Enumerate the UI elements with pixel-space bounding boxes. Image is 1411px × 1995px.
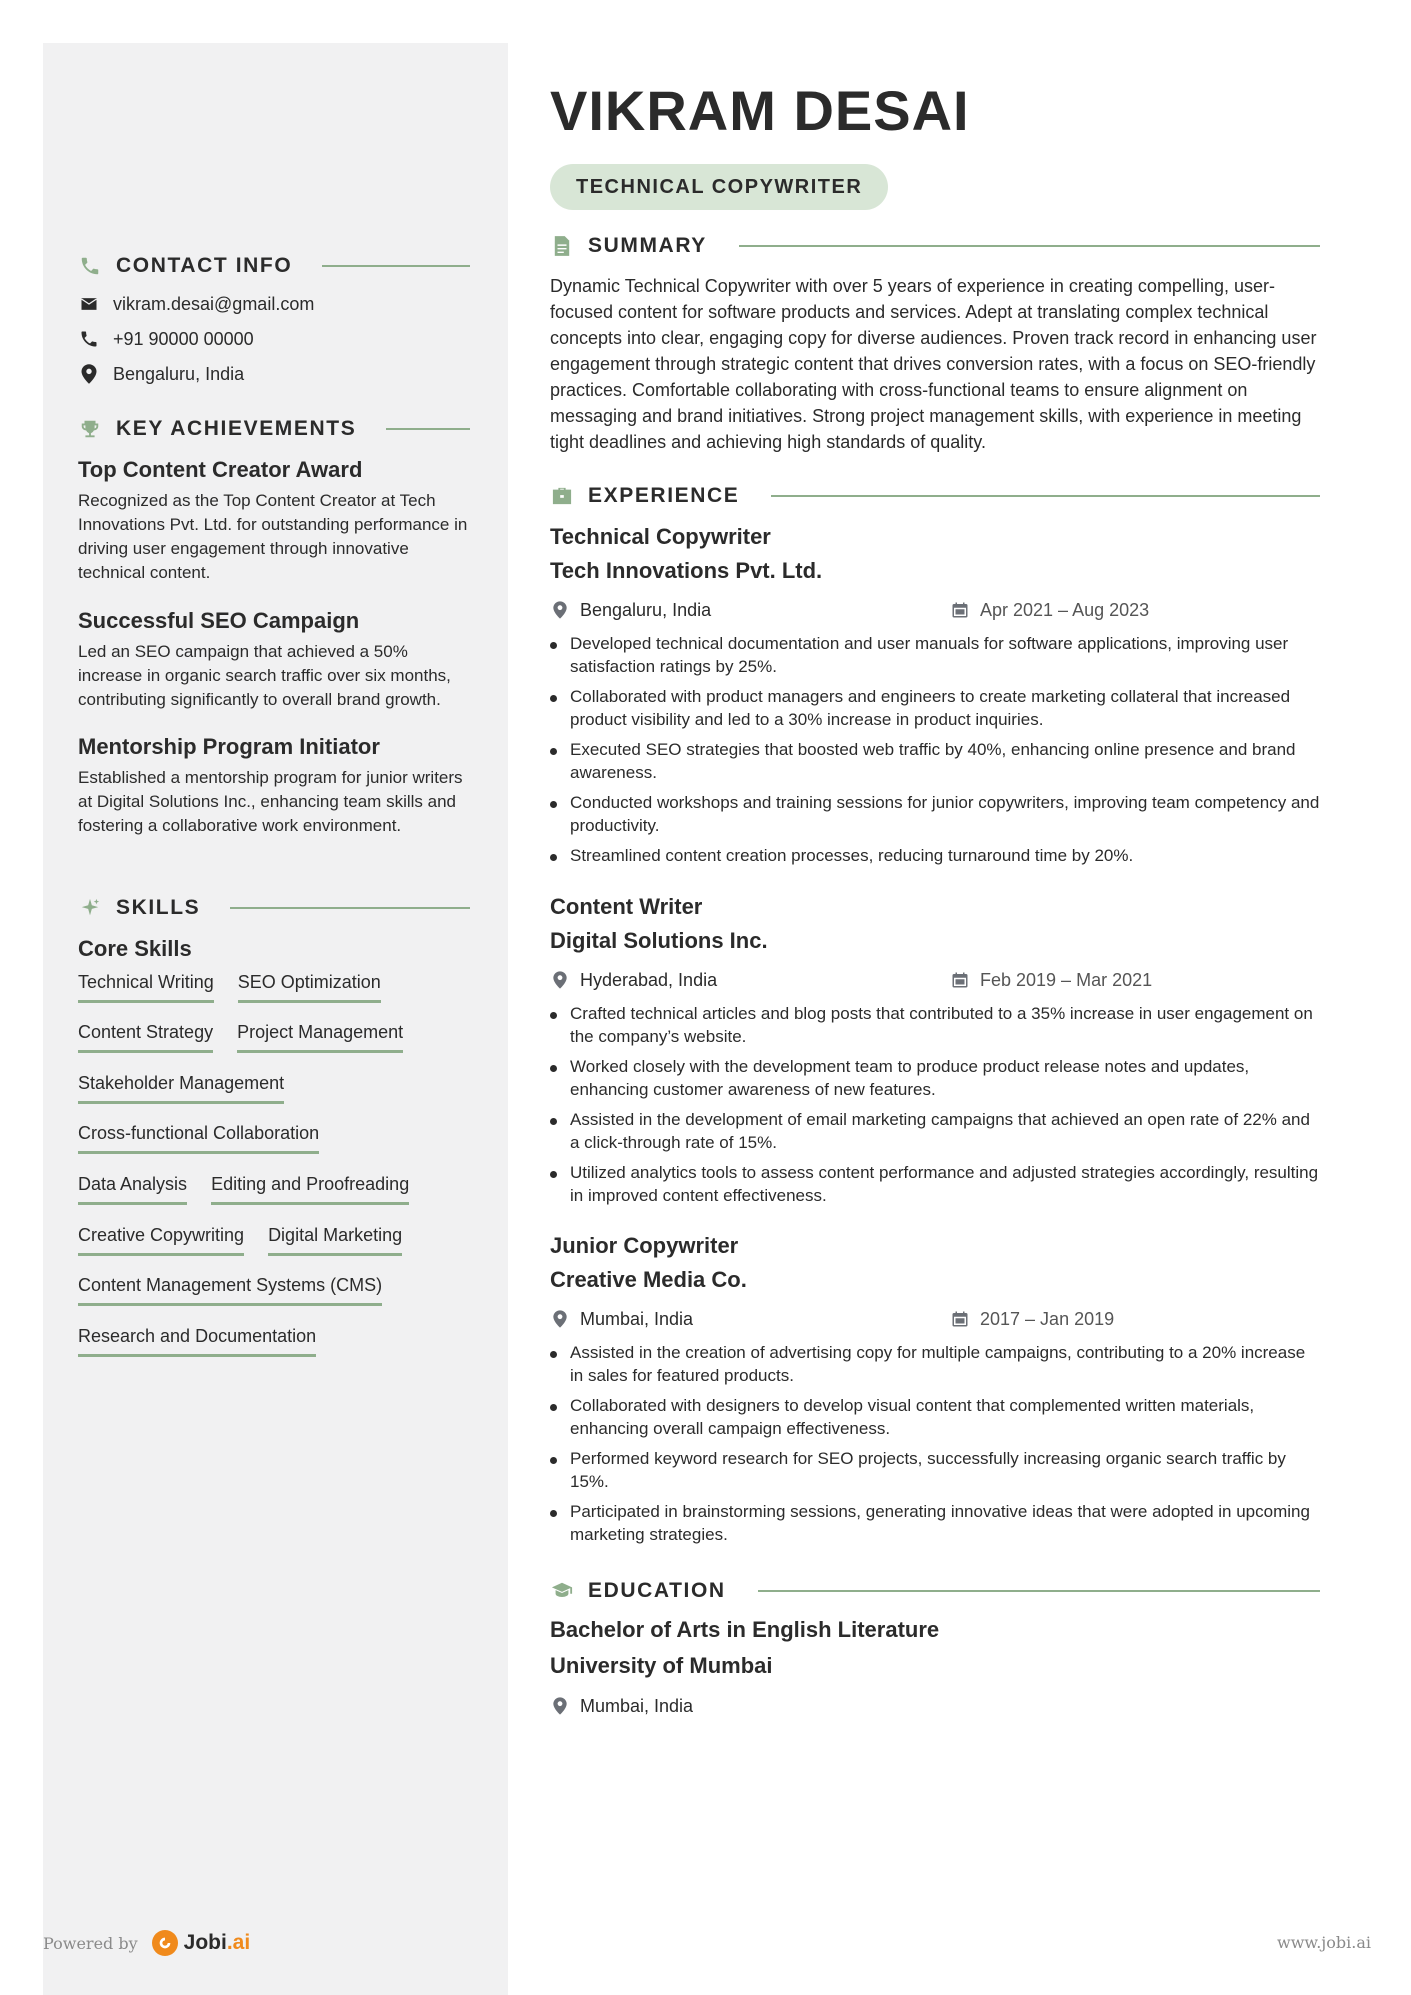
skill-tag: SEO Optimization (238, 972, 381, 1003)
job-dates (950, 599, 1149, 621)
skill-tag: Technical Writing (78, 972, 214, 1003)
achievement-title: Mentorship Program Initiator (78, 734, 380, 759)
powered-by-text: Powered by (43, 1933, 138, 1953)
contact-location (78, 363, 244, 385)
achievement-desc: Led an SEO campaign that achieved a 50% increase in organic search traffic over six months, contributing significantly to overall brand growth. (78, 642, 451, 709)
job-entry (550, 1229, 1320, 1553)
bullet-item: Participated in brainstorming sessions, generating innovative ideas that were adopted in upcoming marketing strategies. (550, 1500, 1320, 1546)
job-bullets (550, 1341, 1320, 1546)
role-badge: TECHNICAL COPYWRITER (550, 164, 888, 210)
candidate-name: VIKRAM DESAI (550, 79, 970, 142)
job-company: Creative Media Co. (550, 1267, 747, 1292)
jobi-logo-icon (152, 1930, 178, 1956)
calendar-icon (950, 969, 970, 991)
job-meta (550, 596, 1320, 624)
job-meta (550, 966, 1320, 994)
job-dates (950, 969, 1152, 991)
degree: Bachelor of Arts in English Literature (550, 1617, 940, 1642)
skill-row (78, 1225, 402, 1256)
location-text: Mumbai, India (580, 1695, 694, 1716)
job-location (550, 969, 950, 991)
trophy-icon (78, 417, 102, 441)
achievement-title: Successful SEO Campaign (78, 608, 360, 633)
dates-text: Apr 2021 – Aug 2023 (980, 599, 1150, 620)
location-pin-icon (550, 599, 570, 621)
brand-name: Jobi.ai (183, 1931, 251, 1954)
bullet-item: Crafted technical articles and blog posts that contributed to a 35% increase in user engagement on the company’s website. (550, 1002, 1320, 1048)
skill-tag: Project Management (237, 1022, 403, 1053)
location-pin-icon (550, 1308, 570, 1330)
job-location (550, 599, 950, 621)
achievement-desc: Established a mentorship program for junior writers at Digital Solutions Inc., enhancing team skills and fostering a collaborative work environment. (78, 768, 463, 835)
achievement-desc: Recognized as the Top Content Creator at Tech Innovations Pvt. Ltd. for outstanding performance in driving user engagement through innovative technical content. (78, 491, 468, 582)
skill-tag: Editing and Proofreading (211, 1174, 409, 1205)
location-pin-icon (550, 969, 570, 991)
job-title: Content Writer (550, 894, 703, 919)
university: University of Mumbai (550, 1653, 773, 1678)
bullet-item: Performed keyword research for SEO projects, successfully increasing organic search traffic by 15%. (550, 1447, 1320, 1493)
phone-text: +91 90000 00000 (113, 328, 254, 349)
education-location (550, 1695, 950, 1717)
envelope-icon (78, 293, 100, 315)
location-text: Bengaluru, India (113, 363, 245, 384)
bullet-item: Collaborated with product managers and engineers to create marketing collateral that increased product visibility and led to a 30% increase in product inquiries. (550, 685, 1320, 731)
job-bullets (550, 1002, 1320, 1207)
dates-text: Feb 2019 – Mar 2021 (980, 969, 1153, 990)
section-divider (771, 495, 1320, 497)
phone-icon (78, 254, 102, 278)
skill-tag: Content Management Systems (CMS) (78, 1275, 382, 1306)
education-meta (550, 1692, 1320, 1720)
job-dates (950, 1308, 1114, 1330)
bullet-item: Conducted workshops and training sessions for junior copywriters, improving team competency and productivity. (550, 791, 1320, 837)
job-company: Tech Innovations Pvt. Ltd. (550, 558, 823, 583)
achievements-title: KEY ACHIEVEMENTS (116, 417, 357, 440)
education-entry (550, 1612, 1320, 1720)
job-entry (550, 520, 1320, 874)
powered-by[interactable] (43, 1930, 250, 1956)
job-location (550, 1308, 950, 1330)
core-skills-title: Core Skills (78, 936, 192, 961)
skill-tag: Cross-functional Collaboration (78, 1123, 319, 1154)
document-icon (550, 234, 574, 258)
bullet-item: Worked closely with the development team to produce product release notes and updates, enhancing customer awareness of new features. (550, 1055, 1320, 1101)
skill-row (78, 1022, 403, 1053)
skill-tag: Data Analysis (78, 1174, 187, 1205)
job-bullets (550, 632, 1320, 867)
skill-tag: Content Strategy (78, 1022, 213, 1053)
sparkle-icon (78, 896, 102, 920)
bullet-item: Collaborated with designers to develop visual content that complemented written materials, enhancing overall campaign effectiveness. (550, 1394, 1320, 1440)
briefcase-icon (550, 484, 574, 508)
dates-text: 2017 – Jan 2019 (980, 1308, 1115, 1329)
contact-section-header (78, 249, 470, 283)
experience-title: EXPERIENCE (588, 484, 740, 507)
calendar-icon (950, 599, 970, 621)
achievement-item (78, 457, 470, 585)
skill-row (78, 1073, 284, 1104)
summary-section-header (550, 229, 1320, 263)
job-title: Technical Copywriter (550, 524, 771, 549)
graduation-cap-icon (550, 1579, 574, 1603)
bullet-item: Streamlined content creation processes, reducing turnaround time by 20%. (550, 844, 1320, 867)
contact-title: CONTACT INFO (116, 254, 293, 277)
job-meta (550, 1305, 1320, 1333)
bullet-item: Developed technical documentation and user manuals for software applications, improving user satisfaction ratings by 25%. (550, 632, 1320, 678)
location-text: Hyderabad, India (580, 969, 718, 990)
job-title: Junior Copywriter (550, 1233, 739, 1258)
education-section-header (550, 1574, 1320, 1608)
experience-section-header (550, 479, 1320, 513)
job-entry (550, 890, 1320, 1214)
calendar-icon (950, 1308, 970, 1330)
achievement-title: Top Content Creator Award (78, 457, 363, 482)
section-divider (230, 907, 470, 909)
skill-row (78, 1123, 319, 1154)
achievements-section-header (78, 412, 470, 446)
phone-icon (78, 328, 100, 350)
skill-tag: Creative Copywriting (78, 1225, 244, 1256)
skill-row (78, 1326, 316, 1357)
education-title: EDUCATION (588, 1579, 726, 1602)
skill-tag: Research and Documentation (78, 1326, 316, 1357)
bullet-item: Utilized analytics tools to assess content performance and adjusted strategies accordingly, resulting in improved content effectiveness. (550, 1161, 1320, 1207)
skill-row (78, 1174, 409, 1205)
skill-tag: Digital Marketing (268, 1225, 402, 1256)
section-divider (322, 265, 470, 267)
skill-tag: Stakeholder Management (78, 1073, 284, 1104)
email-text: vikram.desai@gmail.com (113, 293, 315, 314)
bullet-item: Assisted in the development of email marketing campaigns that achieved an open rate of 22% and a click-through rate of 15%. (550, 1108, 1320, 1154)
section-divider (386, 428, 470, 430)
skills-section-header (78, 891, 470, 925)
location-text: Mumbai, India (580, 1308, 694, 1329)
footer-url[interactable]: www.jobi.ai (1277, 1933, 1371, 1952)
sidebar (43, 43, 508, 1995)
section-divider (758, 1590, 1320, 1592)
skill-row (78, 972, 381, 1003)
summary-text: Dynamic Technical Copywriter with over 5 years of experience in creating compelling, user-focused content for software products and services. Adept at translating complex technical concepts into clear, engaging copy for diverse audiences. Proven track record in enhancing user engagement through strategic content that drives conversion rates, with a focus on SEO-friendly practices. Comfortable collaborating with cross-functional teams to ensure alignment on messaging and brand initiatives. Strong project management skills, with experience in meeting tight deadlines and achieving high standards of quality. (550, 276, 1317, 452)
bullet-item: Executed SEO strategies that boosted web traffic by 40%, enhancing online presence and brand awareness. (550, 738, 1320, 784)
job-company: Digital Solutions Inc. (550, 928, 768, 953)
summary-title: SUMMARY (588, 234, 707, 257)
contact-email[interactable] (78, 293, 314, 315)
achievement-item (78, 608, 470, 712)
location-pin-icon (78, 363, 100, 385)
bullet-item: Assisted in the creation of advertising copy for multiple campaigns, contributing to a 20% increase in sales for featured products. (550, 1341, 1320, 1387)
location-pin-icon (550, 1695, 570, 1717)
achievement-item (78, 734, 470, 838)
skill-row (78, 1275, 382, 1306)
contact-phone[interactable] (78, 328, 254, 350)
section-divider (739, 245, 1320, 247)
location-text: Bengaluru, India (580, 599, 712, 620)
skills-title: SKILLS (116, 896, 201, 919)
